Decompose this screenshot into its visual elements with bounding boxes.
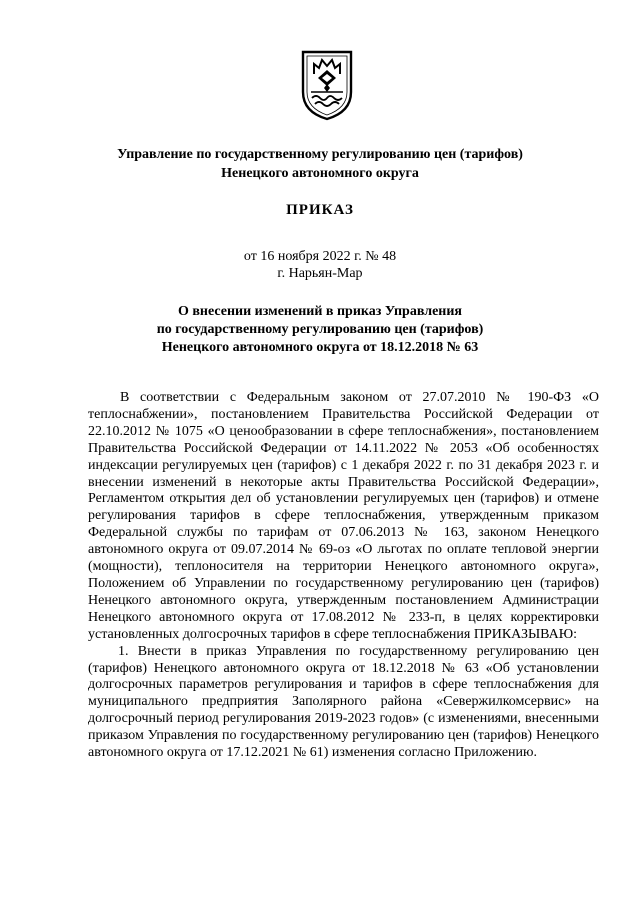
agency-name-line1: Управление по государственному регулированию цен (тарифов) [117,147,523,162]
subject-line2: по государственному регулированию цен (тарифов) [156,322,484,337]
order-city: г. Нарьян-Мар [277,266,363,281]
nenets-coat-of-arms-icon [298,48,356,122]
preamble-paragraph: В соответствии с Федеральным законом от 27.07.2010 № 190-ФЗ «О теплоснабжении», постановлением Правительства Российской Федерации от 22.10.2012 № 1075 «О ценообразовании в сфере теплоснабжения», постановлением Правительства Российской Федерации от 14.11.2022 № 2053 «Об особенностях индексации регулируемых цен (тарифов) с 1 декабря 2022 г. по 31 декабря 2023 г. и внесении изменений в некоторые акты Правительства Российской Федерации», Регламентом открытия дел об установлении регулируемых цен (тарифов) и отмене регулирования тарифов в сфере теплоснабжения, утвержденным приказом Федеральной службы по тарифам от 07.06.2013 № 163, законом Ненецкого автономного округа от 09.07.2014 № 69-оз «О льготах по оплате тепловой энергии (мощности), теплоносителя на территории Ненецкого автономного округа», Положением об Управлении по государственному регулированию цен (тарифов) Ненецкого автономного округа, утвержденным постановлением Администрации Ненецкого автономного округа от 17.08.2012 № 233-п, в целях корректировки установленных долгосрочных тарифов в сфере теплоснабжения ПРИКАЗЫВАЮ: [88,390,599,642]
order-body [88,390,599,762]
subject-line3: Ненецкого автономного округа от 18.12.2018 № 63 [161,340,479,355]
order-date-number: от 16 ноября 2022 г. № 48 [243,249,397,264]
agency-name [0,145,640,183]
order-meta [0,248,640,282]
agency-name-line2: Ненецкого автономного округа [221,166,419,181]
subject-line1: О внесении изменений в приказ Управления [177,304,462,319]
order-title: ПРИКАЗ [286,202,354,218]
order-subject [0,303,640,357]
item-1-paragraph: 1. Внести в приказ Управления по государственному регулированию цен (тарифов) Ненецкого автономного округа от 18.12.2018 № 63 «Об установлении долгосрочных параметров регулирования и тарифов в сфере теплоснабжения для муниципального предприятия Заполярного района «Севержилкомсервис» на долгосрочный период регулирования 2019-2023 годов» (с изменениями, внесенными приказом Управления по государственному регулированию цен (тарифов) Ненецкого автономного округа от 17.12.2021 № 61) изменения согласно Приложению. [88,643,599,761]
